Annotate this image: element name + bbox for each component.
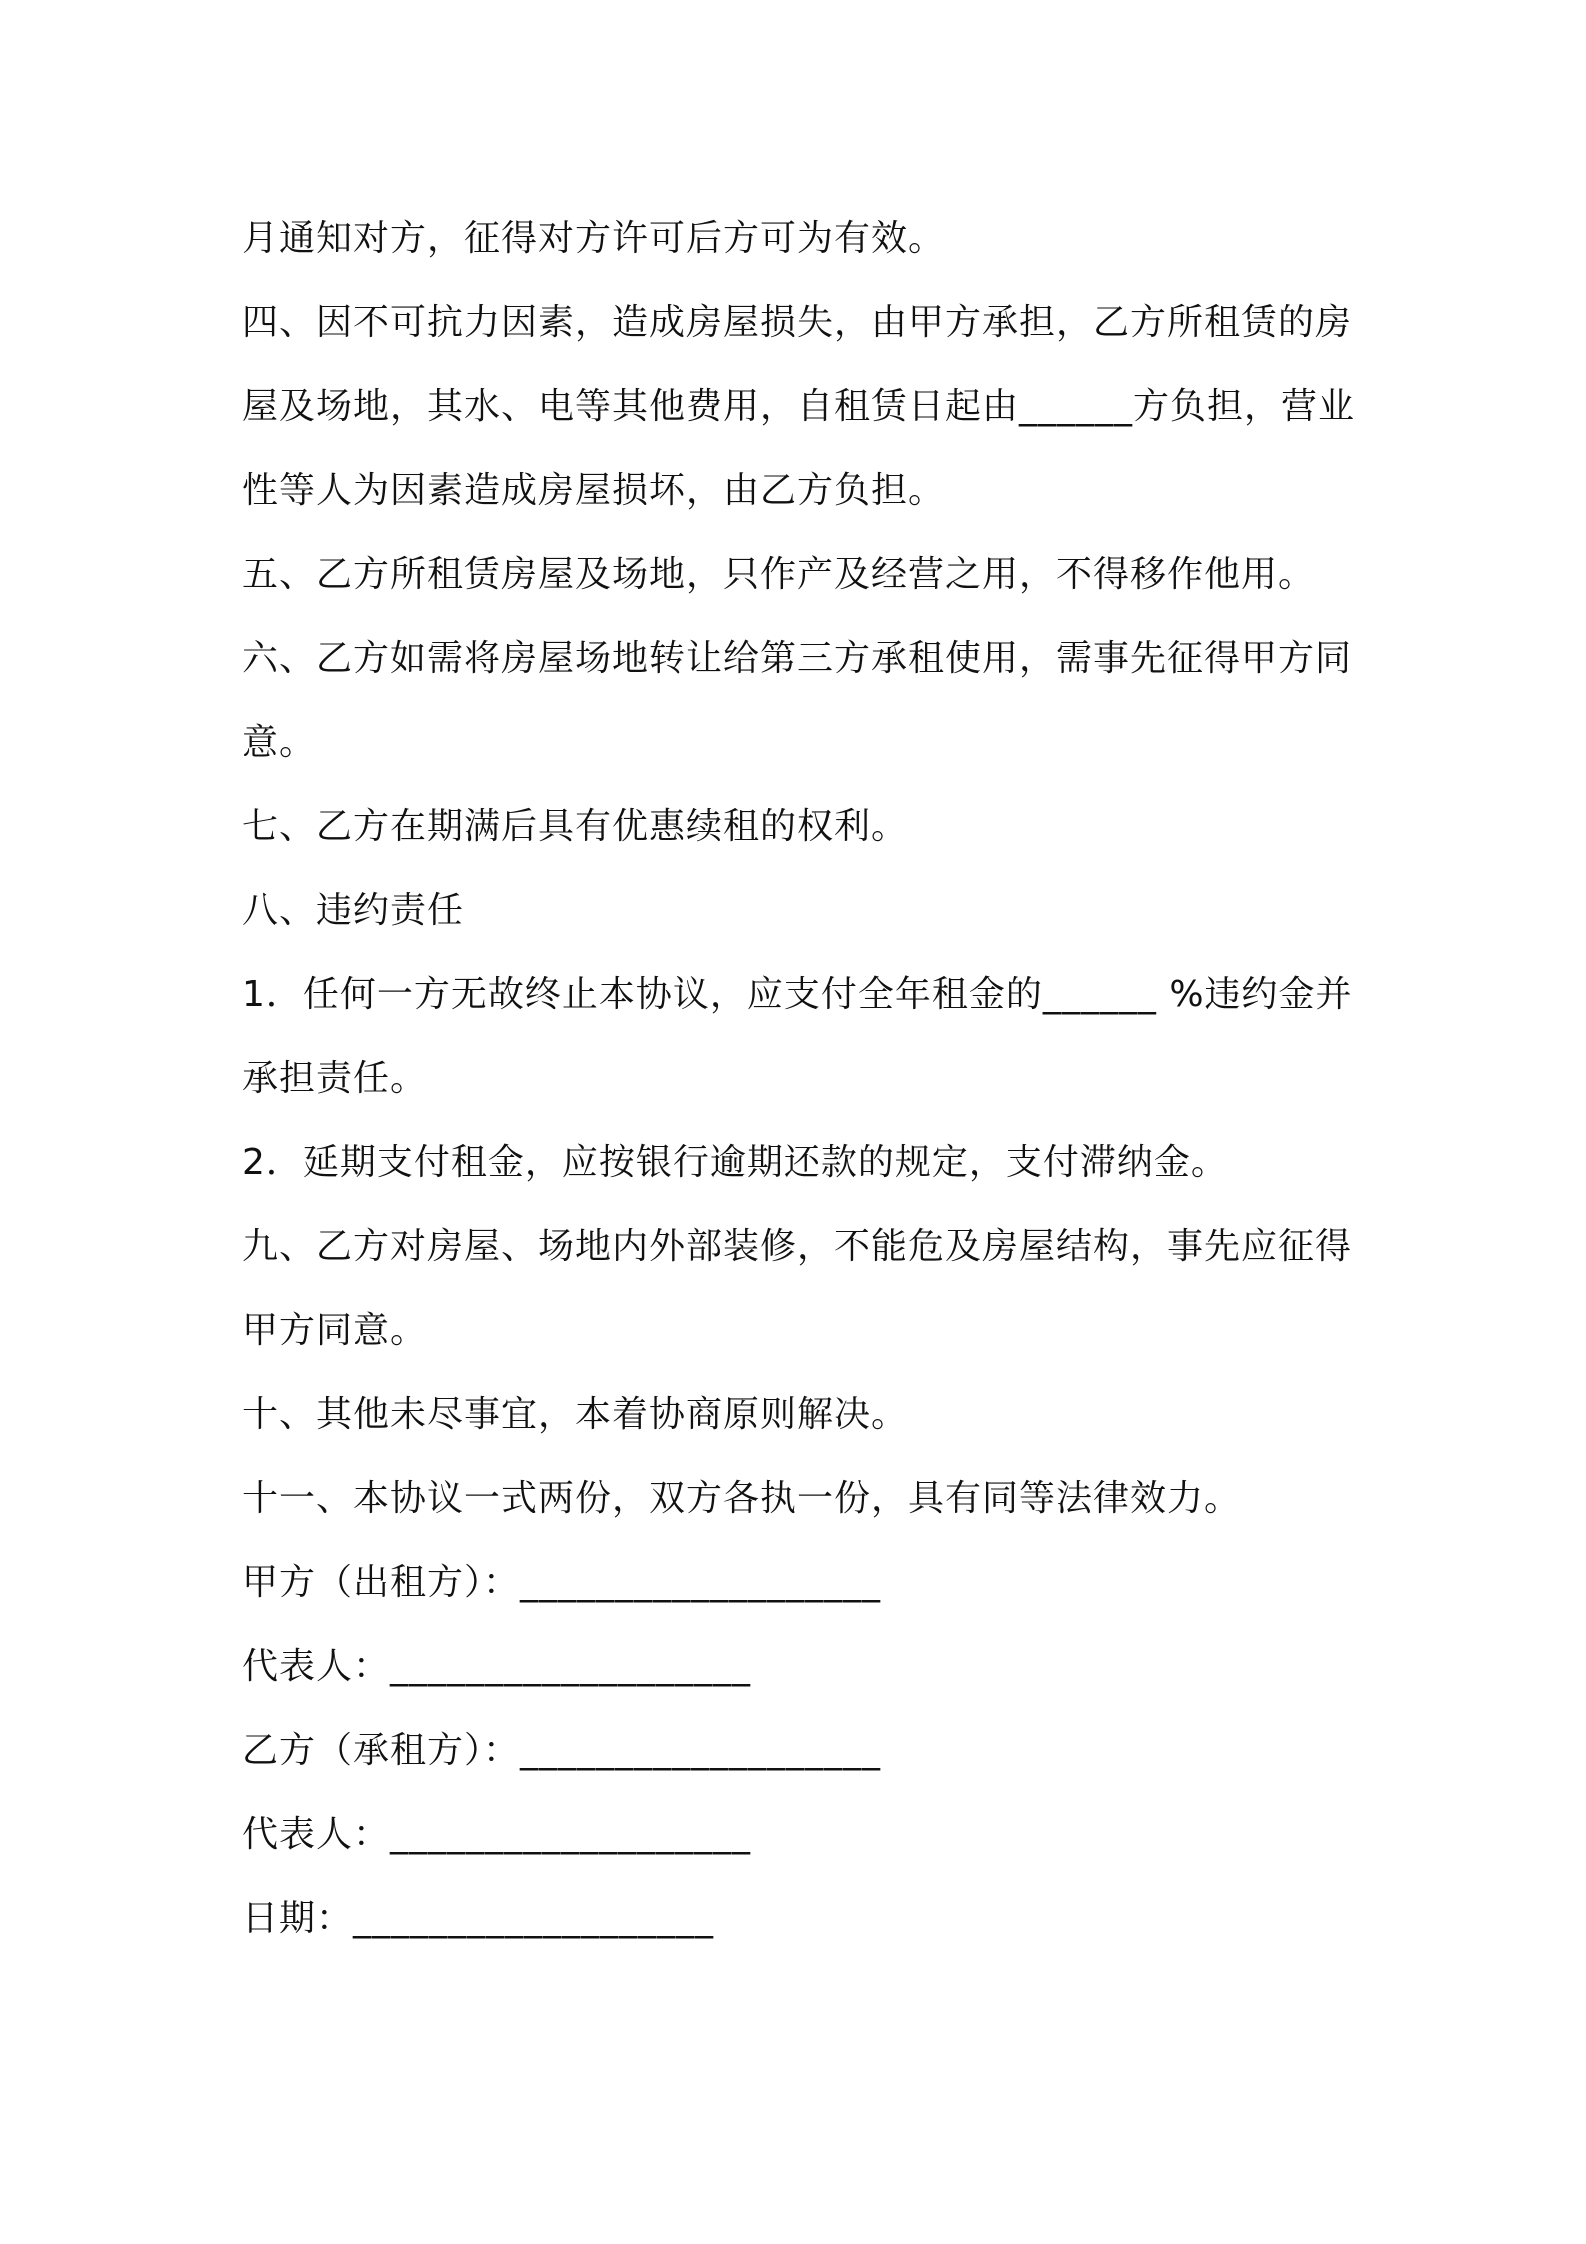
paragraph-clause-nine: 九、乙方对房屋、场地内外部装修，不能危及房屋结构，事先应征得甲方同意。: [242, 1226, 1353, 1351]
paragraph-clause-six: 六、乙方如需将房屋场地转让给第三方承租使用，需事先征得甲方同意。: [242, 638, 1353, 763]
paragraph-notice-continuation: 月通知对方，征得对方许可后方可为有效。: [242, 218, 946, 259]
paragraph-clause-eleven: 十一、本协议一式两份，双方各执一份，具有同等法律效力。: [242, 1478, 1242, 1519]
paragraph-clause-seven: 七、乙方在期满后具有优惠续租的权利。: [242, 806, 909, 847]
paragraph-clause-ten: 十、其他未尽事宜，本着协商原则解决。: [242, 1394, 909, 1435]
paragraph-clause-five: 五、乙方所租赁房屋及场地，只作产及经营之用，不得移作他用。: [242, 554, 1316, 595]
signature-party-a: 甲方（出租方）：___________________: [242, 1562, 882, 1603]
paragraph-clause-four: 四、因不可抗力因素，造成房屋损失，由甲方承担，乙方所租赁的房屋及场地，其水、电等其他费用，自租赁日起由______方负担，营业性等人为因素造成房屋损坏，由乙方负担。: [242, 302, 1356, 511]
signature-date: 日期：___________________: [242, 1898, 715, 1939]
contract-body: [242, 197, 1357, 1961]
paragraph-clause-eight-item-2: 2．延期支付租金，应按银行逾期还款的规定，支付滞纳金。: [242, 1142, 1228, 1183]
paragraph-clause-eight-item-1: 1．任何一方无故终止本协议，应支付全年租金的______ %违约金并承担责任。: [242, 974, 1353, 1099]
paragraph-clause-eight-heading: 八、违约责任: [242, 890, 465, 931]
signature-party-a-representative: 代表人：___________________: [242, 1646, 752, 1687]
signature-party-b-representative: 代表人：___________________: [242, 1814, 752, 1855]
signature-party-b: 乙方（承租方）：___________________: [242, 1730, 882, 1771]
